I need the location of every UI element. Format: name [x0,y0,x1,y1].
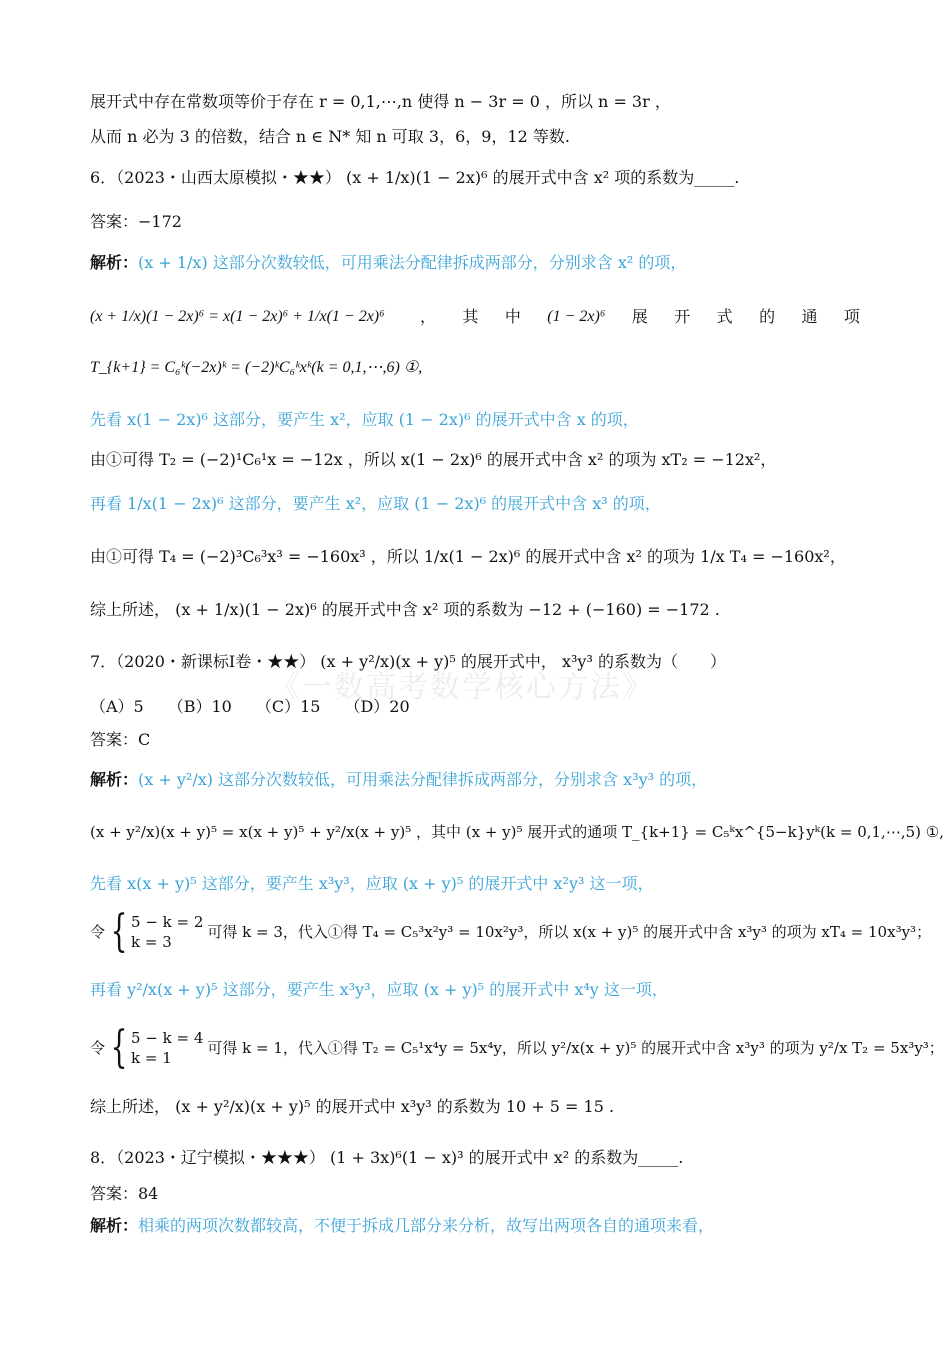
ling-char: 令 [90,1039,106,1057]
system-row: k = 3 [131,933,172,951]
question-7: 7．（2020・新课标Ⅰ卷・★★） (x + y²/x)(x + y)⁵ 的展开式中， x³y³ 的系数为（ ） [90,652,726,671]
tail-expr: (1 − 2x)⁶ [547,308,606,325]
analysis-7-summary: 综上所述， (x + y²/x)(x + y)⁵ 的展开式中 x³y³ 的系数为 10 + 5 = 15 . [90,1097,615,1116]
line-text: 可得 k = 3，代入①得 T₄ = C₅³x²y³ = 10x²y³，所以 x(x + y)⁵ 的展开式中含 x³y³ 的项为 xT₄ = 10x³y³； [207,923,932,941]
analysis-text: 相乘的两项次数都较高，不便于拆成几部分来分析，故写出两项各自的通项来看， [138,1216,715,1235]
brace-icon: { [110,906,128,957]
watermark: 《一数高考数学核心方法》 [270,670,654,705]
tail-char: 通 [801,307,818,326]
equation-system [105,906,204,957]
analysis-label: 解析： [90,1216,139,1235]
brace-icon: { [110,1022,128,1073]
text-line: 从而 n 必为 3 的倍数，结合 n ∈ N* 知 n 可取 3，6，9，12 等数. [90,127,570,146]
tail-char: 项 [843,307,860,326]
tail-char: 其 [462,307,479,326]
tail-char: 展 [631,307,648,326]
analysis-6-intro [90,251,860,275]
system-row: 5 − k = 4 [131,1029,204,1047]
tail-char: 式 [716,307,733,326]
system-row: 5 − k = 2 [131,913,204,931]
analysis-label: 解析： [90,253,139,272]
tail-char: ， [420,307,437,326]
tail-char: 的 [759,307,776,326]
analysis-label: 解析： [90,770,139,789]
analysis-7-step1: 先看 x(x + y)⁵ 这部分，要产生 x³y³，应取 (x + y)⁵ 的展开式中 x²y³ 这一项， [90,874,654,893]
analysis-7-step2: 再看 y²/x(x + y)⁵ 这部分，要产生 x³y³，应取 (x + y)⁵ 的展开式中 x⁴y 这一项， [90,980,668,999]
tail-char: 开 [674,307,691,326]
ling-char: 令 [90,923,106,941]
question-8: 8．（2023・辽宁模拟・★★★） (1 + 3x)⁶(1 − x)³ 的展开式中 x² 的系数为_____. [90,1148,684,1167]
analysis-6-line1: 由①可得 T₂ = (−2)¹C₆¹x = −12x ，所以 x(1 − 2x)⁶ 的展开式中含 x² 的项为 xT₂ = −12x²， [90,450,777,469]
tail-char: 中 [504,307,521,326]
answer-8: 答案：84 [90,1184,159,1203]
analysis-7-eq1: (x + y²/x)(x + y)⁵ = x(x + y)⁵ + y²/x(x + y)⁵ ，其中 (x + y)⁵ 展开式的通项 T_{k+1} = C₅ᵏx^{5−k}yᵏ(k = 0,1,⋯,5) ①, [90,823,944,841]
analysis-text: (x + 1/x) 这部分次数较低，可用乘法分配律拆成两部分，分别求含 x² 的项， [138,253,687,272]
analysis-6-line2: 由①可得 T₄ = (−2)³C₆³x³ = −160x³ ，所以 1/x(1 − 2x)⁶ 的展开式中含 x² 的项为 1/x T₄ = −160x²， [90,547,846,566]
answer-7: 答案：C [90,730,151,749]
analysis-7-intro [90,768,860,792]
analysis-7-line1 [90,906,932,957]
equation-tail [390,305,860,329]
question-7-options: （A）5 （B）10 （C）15 （D）20 [90,697,410,716]
analysis-8-intro [90,1214,860,1238]
text-line: 展开式中存在常数项等价于存在 r = 0,1,⋯,n 使得 n − 3r = 0 ，所以 n = 3r ， [90,92,671,111]
system-row: k = 1 [131,1049,172,1067]
analysis-6-summary: 综上所述， (x + 1/x)(1 − 2x)⁶ 的展开式中含 x² 项的系数为 −12 + (−160) = −172 . [90,600,720,619]
analysis-6-eq1 [90,305,860,329]
equation: (x + 1/x)(1 − 2x)⁶ = x(1 − 2x)⁶ + 1/x(1 − 2x)⁶ [90,308,385,325]
answer-6: 答案：−172 [90,212,182,231]
analysis-6-step1: 先看 x(1 − 2x)⁶ 这部分，要产生 x²，应取 (1 − 2x)⁶ 的展开式中含 x 的项， [90,410,639,429]
line-text: 可得 k = 1，代入①得 T₂ = C₅¹x⁴y = 5x⁴y，所以 y²/x(x + y)⁵ 的展开式中含 x³y³ 的项为 y²/x T₂ = 5x³y³； [207,1039,944,1057]
question-6: 6．（2023・山西太原模拟・★★） (x + 1/x)(1 − 2x)⁶ 的展开式中含 x² 项的系数为_____. [90,168,740,187]
analysis-text: (x + y²/x) 这部分次数较低，可用乘法分配律拆成两部分，分别求含 x³y³ 的项， [138,770,708,789]
analysis-7-line2 [90,1022,944,1073]
analysis-6-step2: 再看 1/x(1 − 2x)⁶ 这部分，要产生 x²，应取 (1 − 2x)⁶ 的展开式中含 x³ 的项， [90,494,661,513]
analysis-6-eq2: T_{k+1} = C₆ᵏ(−2x)ᵏ = (−2)ᵏC₆ᵏxᵏ(k = 0,1,⋯,6) ①, [90,359,423,376]
equation-system [105,1022,204,1073]
